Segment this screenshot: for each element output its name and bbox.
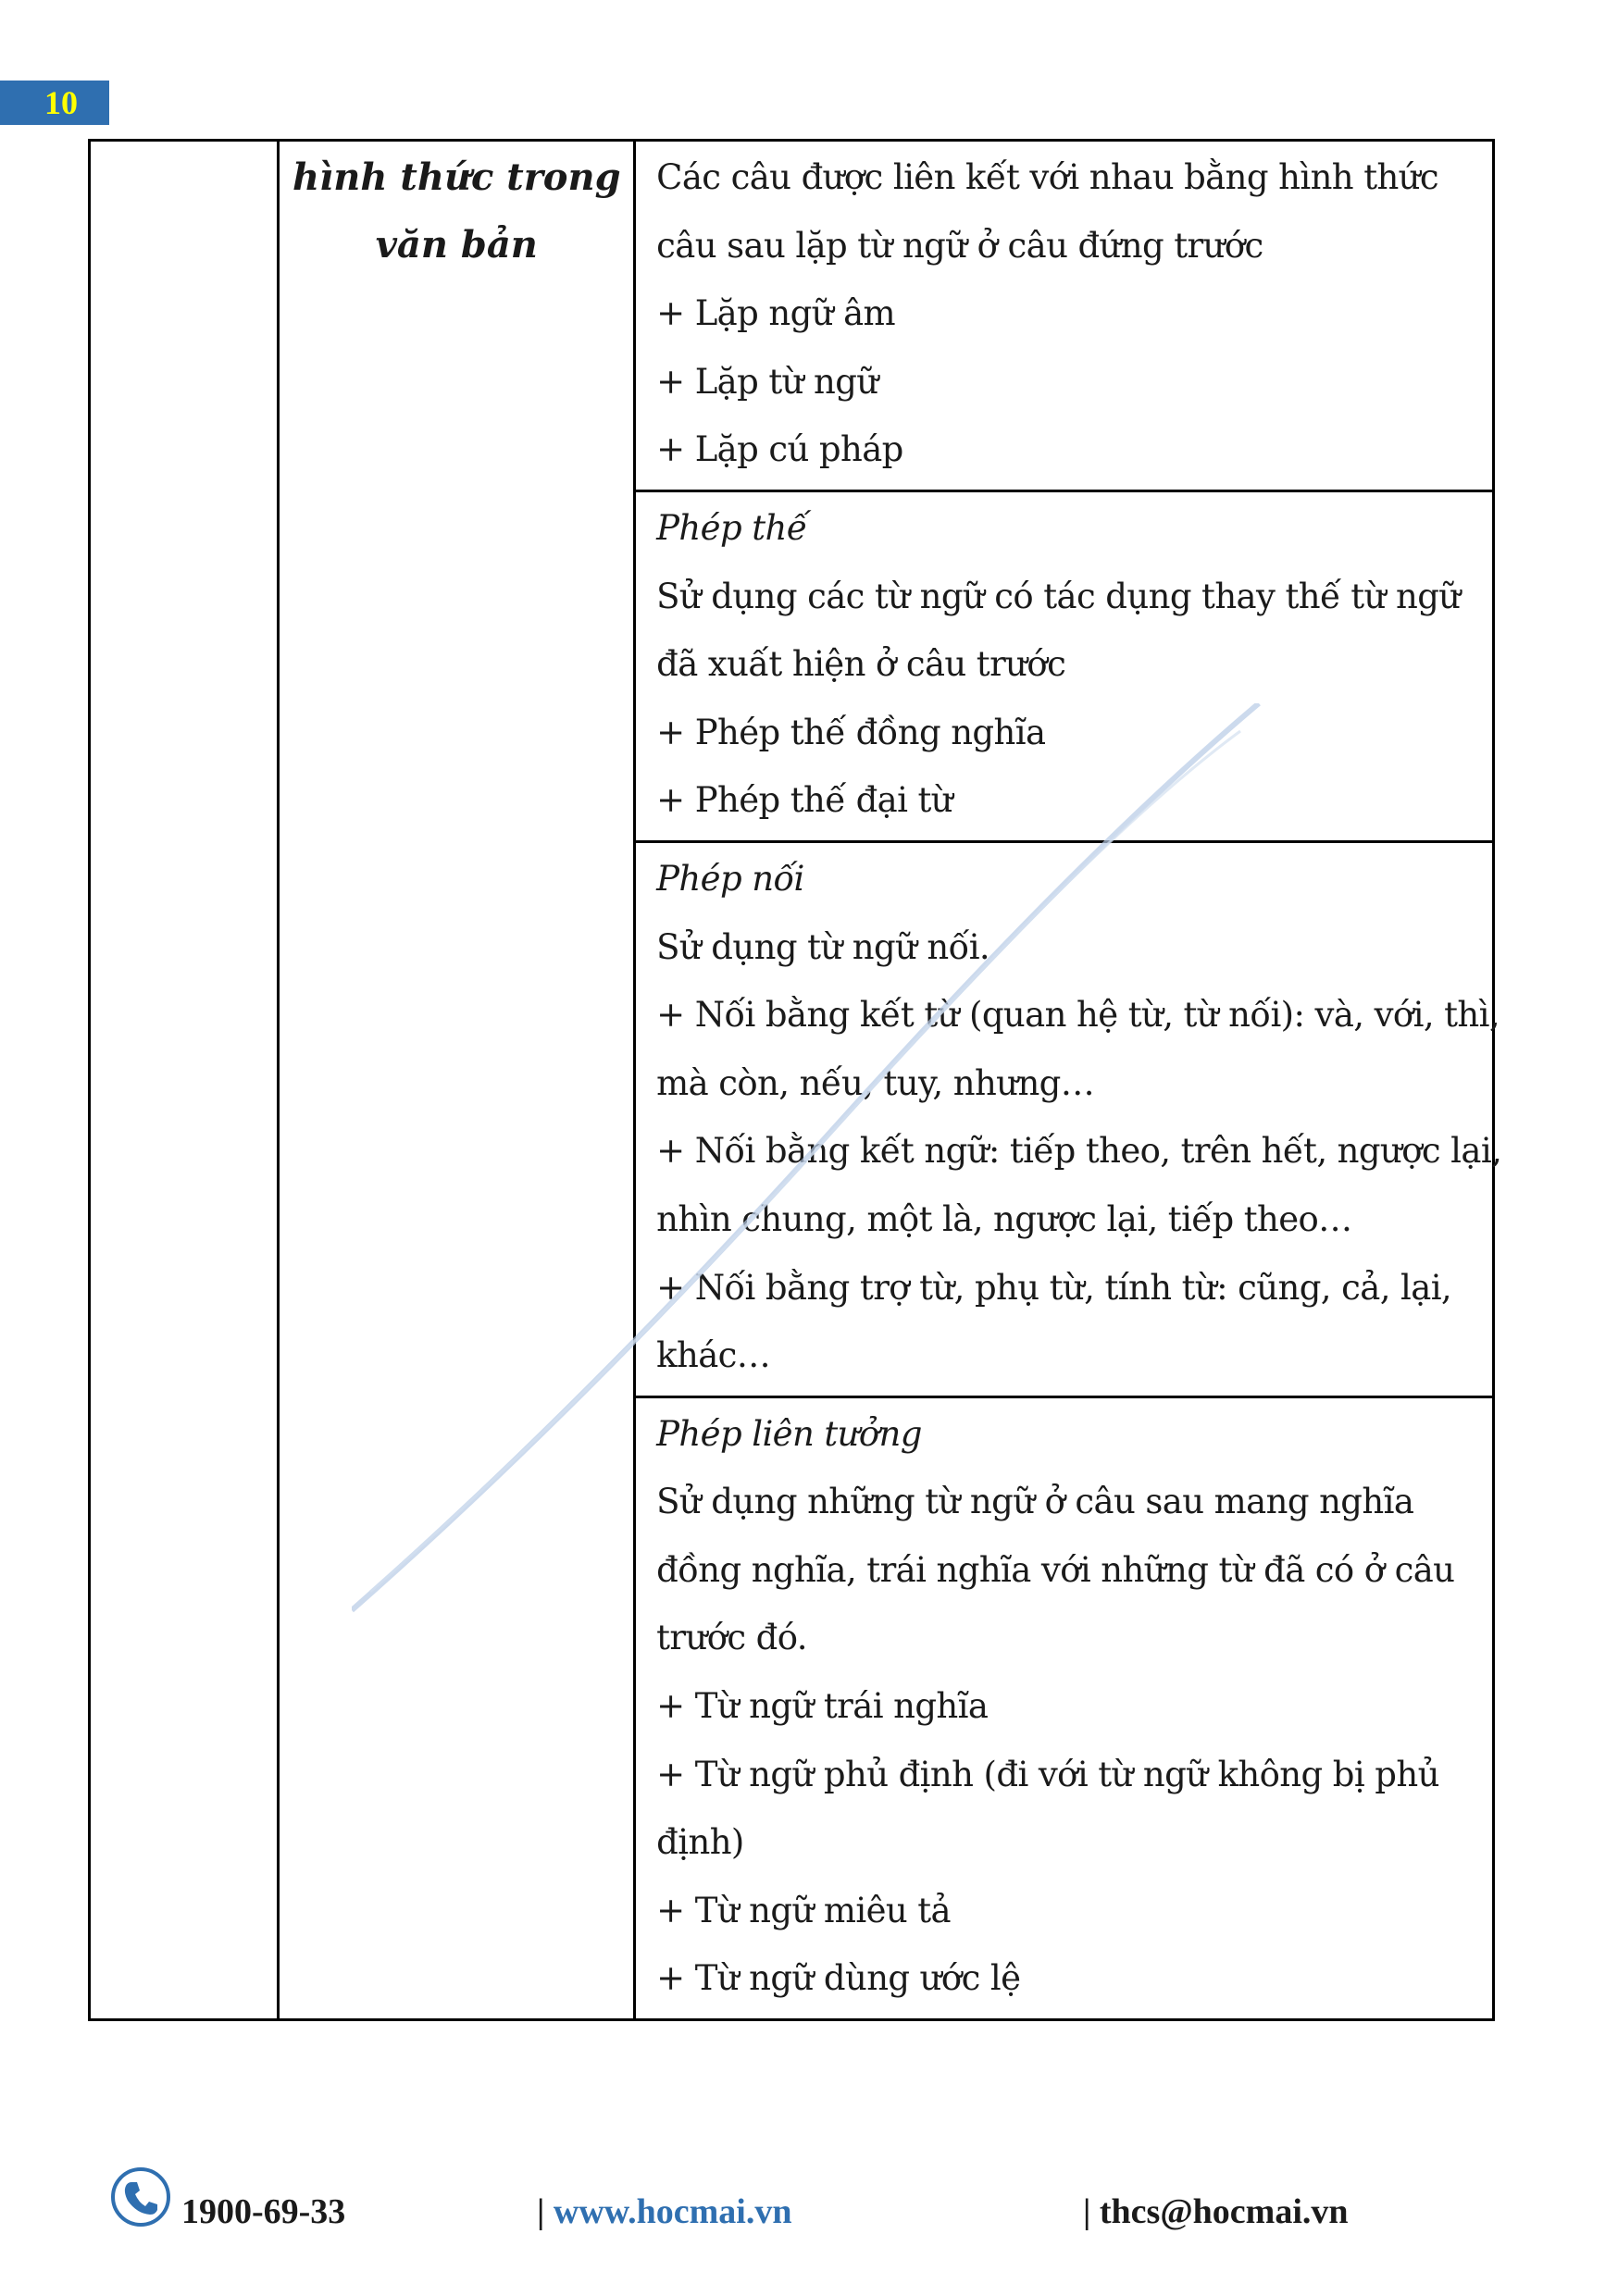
section-text-line: + Từ ngữ trái nghĩa bbox=[656, 1686, 989, 1727]
footer-separator: | bbox=[537, 2192, 554, 2231]
footer-separator: | bbox=[1083, 2192, 1100, 2231]
footer bbox=[0, 2166, 1618, 2240]
phone-icon bbox=[109, 2166, 172, 2228]
section-cell-conjunction bbox=[635, 841, 1502, 1396]
section-heading: Phép liên tưởng bbox=[656, 1413, 922, 1454]
section-cell-repetition bbox=[635, 141, 1494, 491]
table-row bbox=[90, 141, 1494, 491]
section-text-line: + Nối bằng kết từ (quan hệ từ, từ nối): và, với, thì, bbox=[656, 995, 1500, 1036]
section-text-line: nhìn chung, một là, ngược lại, tiếp theo… bbox=[656, 1198, 1352, 1239]
section-text-line: + Lặp ngữ âm bbox=[656, 293, 896, 334]
website-link[interactable]: www.hocmai.vn bbox=[553, 2192, 792, 2231]
section-text-line: định) bbox=[656, 1822, 744, 1863]
section-heading: Phép thế bbox=[656, 507, 807, 548]
section-cell-association bbox=[635, 1396, 1494, 2019]
section-heading: Phép nối bbox=[656, 858, 804, 899]
section-text-line: + Nối bằng kết ngữ: tiếp theo, trên hết, ngược lại, bbox=[656, 1131, 1502, 1172]
empty-first-column-cell bbox=[90, 141, 279, 2020]
content-table bbox=[88, 139, 1502, 2021]
section-text-line: Sử dụng những từ ngữ ở câu sau mang nghĩa bbox=[656, 1482, 1414, 1522]
page-number: 10 bbox=[44, 84, 78, 121]
section-text-line: + Phép thế đại từ bbox=[656, 780, 953, 821]
category-label bbox=[280, 142, 633, 279]
footer-email[interactable] bbox=[1083, 2191, 1349, 2232]
footer-website[interactable] bbox=[537, 2191, 791, 2232]
section-text-line: trước đó. bbox=[656, 1618, 807, 1658]
category-cell bbox=[279, 141, 635, 2020]
section-text-line: đồng nghĩa, trái nghĩa với những từ đã có ở câu bbox=[656, 1549, 1455, 1590]
section-text-line: + Từ ngữ miêu tả bbox=[656, 1890, 952, 1930]
section-text-line: + Từ ngữ phủ định (đi với từ ngữ không bị phủ bbox=[656, 1754, 1439, 1794]
section-text-line: đã xuất hiện ở câu trước bbox=[656, 644, 1066, 685]
section-text-line: + Nối bằng trợ từ, phụ từ, tính từ: cũng, cả, lại, bbox=[656, 1267, 1452, 1308]
section-text-line: Sử dụng từ ngữ nối. bbox=[656, 926, 990, 967]
category-line: văn bản bbox=[375, 223, 538, 267]
category-line: hình thức trong bbox=[292, 155, 621, 199]
email-link[interactable]: thcs@hocmai.vn bbox=[1099, 2192, 1349, 2231]
section-text-line: mà còn, nếu, tuy, nhưng… bbox=[656, 1062, 1095, 1103]
section-text-line: + Lặp cú pháp bbox=[656, 429, 903, 470]
section-text-line: + Phép thế đồng nghĩa bbox=[656, 712, 1046, 752]
section-cell-substitution bbox=[635, 490, 1494, 841]
footer-phone: 1900-69-33 bbox=[181, 2192, 346, 2231]
section-text-line: Sử dụng các từ ngữ có tác dụng thay thế từ ngữ bbox=[656, 576, 1461, 616]
section-text-line: + Lặp từ ngữ bbox=[656, 361, 878, 402]
section-text-line: câu sau lặp từ ngữ ở câu đứng trước bbox=[656, 225, 1263, 266]
section-text-line: Các câu được liên kết với nhau bằng hình thức bbox=[656, 157, 1439, 197]
section-text-line: khác… bbox=[656, 1335, 771, 1376]
section-text-line: + Từ ngữ dùng ước lệ bbox=[656, 1958, 1021, 1999]
